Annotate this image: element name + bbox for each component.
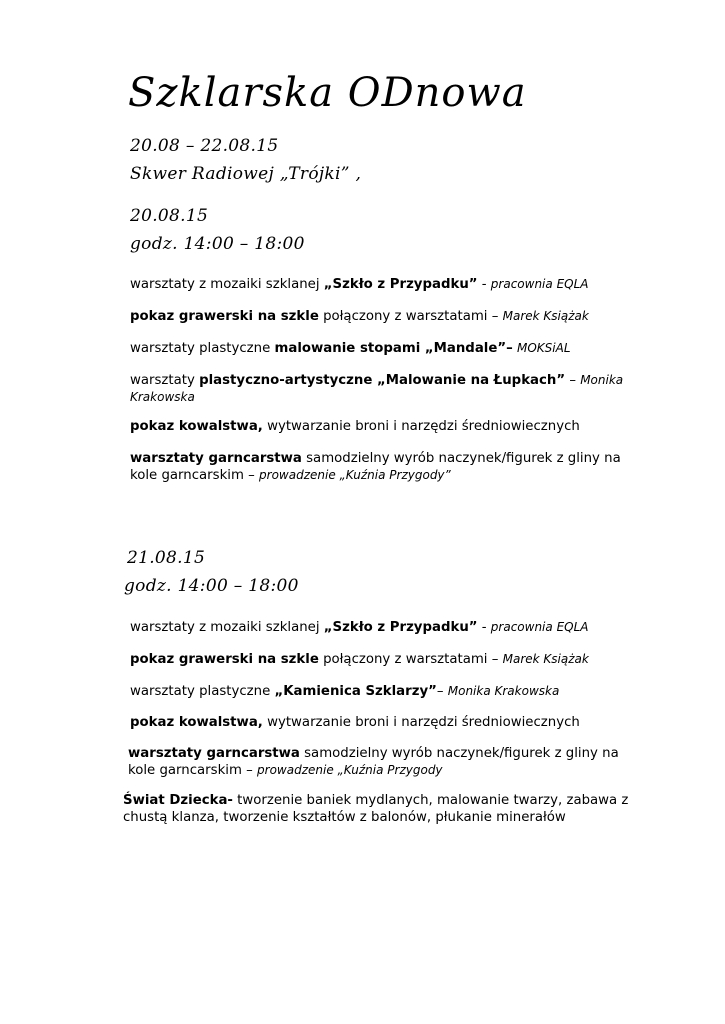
- event-place: Skwer Radiowej „Trójki” ,: [130, 164, 362, 184]
- program-item: pokaz kowalstwa, wytwarzanie broni i narzędzi średniowiecznych: [130, 419, 580, 434]
- program-item: pokaz grawerski na szkle połączony z warsztatami – Marek Książak: [130, 309, 589, 324]
- program-item: warsztaty plastyczne „Kamienica Szklarzy”– Monika Krakowska: [130, 684, 560, 699]
- program-item: warsztaty z mozaiki szklanej „Szkło z Przypadku” - pracownia EQLA: [130, 620, 589, 635]
- program-item: pokaz kowalstwa, wytwarzanie broni i narzędzi średniowiecznych: [130, 715, 580, 730]
- program-item: warsztaty garncarstwa samodzielny wyrób naczynek/figurek z gliny na kole garncarskim – prowadzenie „Kuźnia Przygody: [128, 746, 619, 778]
- program-item: pokaz grawerski na szkle połączony z warsztatami – Marek Książak: [130, 652, 589, 667]
- page-title: Szklarska ODnowa: [128, 70, 527, 116]
- program-item: warsztaty garncarstwa samodzielny wyrób naczynek/figurek z gliny na kole garncarskim – prowadzenie „Kuźnia Przygody”: [130, 451, 621, 483]
- event-dates: 20.08 – 22.08.15: [130, 136, 279, 156]
- program-item: warsztaty plastyczno-artystyczne „Malowanie na Łupkach” – Monika Krakowska: [130, 373, 624, 404]
- day-date: 20.08.15: [130, 206, 209, 226]
- program-item: warsztaty plastyczne malowanie stopami „Mandale”– MOKSiAL: [130, 341, 571, 356]
- program-item: Świat Dziecka- tworzenie baniek mydlanych, malowanie twarzy, zabawa z chustą klanza, tworzenie kształtów z balonów, płukanie minerałów: [123, 793, 629, 825]
- day-hours: godz. 14:00 – 18:00: [130, 234, 305, 254]
- program-item: warsztaty z mozaiki szklanej „Szkło z Przypadku” - pracownia EQLA: [130, 277, 589, 292]
- day-date: 21.08.15: [127, 548, 206, 568]
- day-hours: godz. 14:00 – 18:00: [124, 576, 299, 596]
